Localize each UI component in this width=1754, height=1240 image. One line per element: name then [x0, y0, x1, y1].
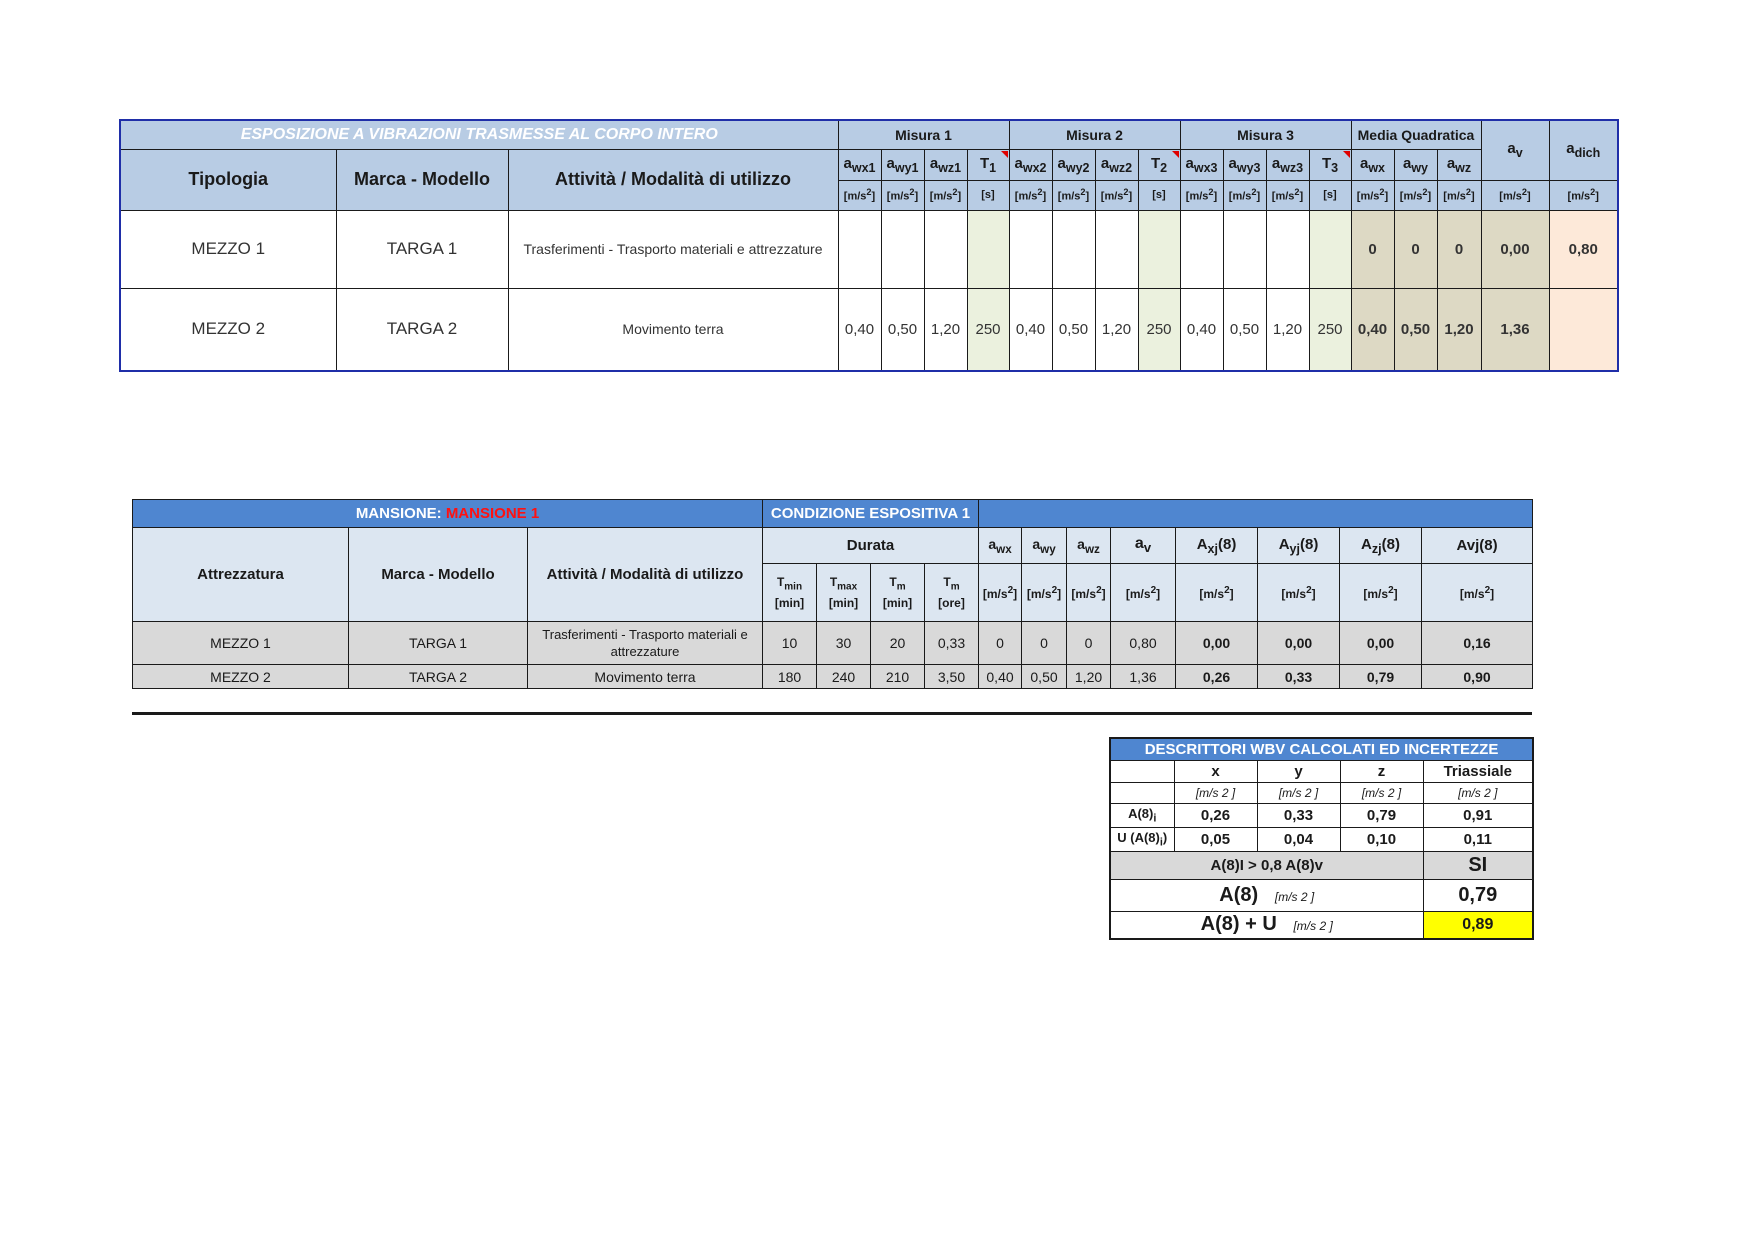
cell-awx: 0 — [979, 622, 1022, 665]
unit-cell: $[m/s^2]$ — [979, 564, 1022, 622]
unit-cell: $[m/s^2]$ — [1394, 180, 1437, 210]
cell-t2 — [1138, 210, 1180, 288]
unit-cell: $[m/s^2]$ — [1351, 180, 1394, 210]
group-header-misura-3: Misura 3 — [1180, 120, 1351, 149]
unit-ore: [ore] — [938, 596, 965, 611]
cell-awx3 — [1180, 210, 1223, 288]
cell-axj: 0,26 — [1176, 665, 1258, 689]
a8-label: A(8) — [1219, 883, 1259, 906]
cell-axj: 0,00 — [1176, 622, 1258, 665]
unit-cell: $[m/s^2]$ — [1095, 180, 1138, 210]
cell-awy2: 0,50 — [1052, 288, 1095, 371]
col-header-awy2: $a_{wy2}$ — [1052, 149, 1095, 180]
cell-tm-min: 210 — [871, 665, 925, 689]
col-header-awx1: $a_{wx1}$ — [838, 149, 881, 180]
cell-awy1: 0,50 — [881, 288, 924, 371]
cell-awz3 — [1266, 210, 1309, 288]
col-header-tipologia: Tipologia — [120, 149, 336, 210]
cell-marca: TARGA 1 — [349, 622, 528, 665]
unit-cell: [m/s 2 ] — [1340, 782, 1423, 803]
unit-cell: $[m/s^2]$ — [1067, 564, 1111, 622]
mansione-label: MANSIONE: — [355, 505, 446, 522]
unit-cell: [m/s 2 ] — [1423, 782, 1533, 803]
cell-awz3: 1,20 — [1266, 288, 1309, 371]
table-row — [133, 622, 1533, 665]
col-header-triassiale: Triassiale — [1423, 760, 1533, 782]
cell-attrezzatura: MEZZO 2 — [133, 665, 349, 689]
a8u-value: 0,89 — [1423, 911, 1533, 939]
cell-t1: 250 — [967, 288, 1009, 371]
group-header-media-quadratica: Media Quadratica — [1351, 120, 1481, 149]
mansione-exposure-table — [132, 499, 1533, 689]
unit-cell: [s] — [967, 180, 1009, 210]
col-header-awz2: $a_{wz2}$ — [1095, 149, 1138, 180]
cell-marca: TARGA 2 — [336, 288, 508, 371]
cell-azj: 0,00 — [1340, 622, 1422, 665]
blank-header — [979, 500, 1533, 528]
col-header-awz: $a_{wz}$ — [1067, 528, 1111, 564]
unit-min: [min] — [882, 596, 913, 611]
durata-tm-min: $T_m$ [min] — [871, 564, 925, 622]
col-header-awy3: $a_{wy3}$ — [1223, 149, 1266, 180]
unit-cell: $[m/s^2]$ — [1481, 180, 1549, 210]
col-header-awx3: $a_{wx3}$ — [1180, 149, 1223, 180]
col-header-attrezzatura: Attrezzatura — [133, 528, 349, 622]
cell-awx3: 0,40 — [1180, 288, 1223, 371]
col-header-awy: $a_{wy}$ — [1394, 149, 1437, 180]
col-header-t2: $T_2$ — [1138, 149, 1180, 180]
cell-awz1: 1,20 — [924, 288, 967, 371]
col-header-adich: $a_{dich}$ — [1549, 120, 1618, 180]
unit-cell: $[m/s^2]$ — [1223, 180, 1266, 210]
cell-av: 1,36 — [1111, 665, 1176, 689]
unit-cell: $[m/s^2]$ — [924, 180, 967, 210]
unit-cell: [s] — [1138, 180, 1180, 210]
unit-cell: $[m/s^2]$ — [838, 180, 881, 210]
cell-av: 0,00 — [1481, 210, 1549, 288]
col-header-av: $a_v$ — [1111, 528, 1176, 564]
unit-cell: $[m/s^2]$ — [1111, 564, 1176, 622]
unit-cell: $[m/s^2]$ — [1422, 564, 1533, 622]
col-header-t3: $T_3$ — [1309, 149, 1351, 180]
unit-cell: $[m/s^2]$ — [1258, 564, 1340, 622]
cell-tm-min: 20 — [871, 622, 925, 665]
durata-tm-ore: $T_m$ [ore] — [925, 564, 979, 622]
a8-label-cell — [1110, 879, 1423, 911]
table-row — [1110, 827, 1533, 851]
cell-tmin: 180 — [763, 665, 817, 689]
unit-cell: [m/s 2 ] — [1257, 782, 1340, 803]
col-header-y: y — [1257, 760, 1340, 782]
table-row — [120, 210, 1618, 288]
cell-av: 0,80 — [1111, 622, 1176, 665]
a8u-unit: [m/s 2 ] — [1293, 919, 1333, 934]
durata-tmin: $T_{min}$ [min] — [763, 564, 817, 622]
mansione-value: MANSIONE 1 — [445, 505, 540, 522]
col-header-awx: $a_{wx}$ — [1351, 149, 1394, 180]
cell-t3 — [1309, 210, 1351, 288]
cell-triassiale: 0,11 — [1423, 827, 1533, 851]
col-header-awx: $a_{wx}$ — [979, 528, 1022, 564]
cell-awz1 — [924, 210, 967, 288]
table1-title: ESPOSIZIONE A VIBRAZIONI TRASMESSE AL CORPO INTERO — [120, 120, 838, 149]
check-value: SI — [1423, 851, 1533, 879]
unit-cell: $[m/s^2]$ — [1180, 180, 1223, 210]
cell-awy3: 0,50 — [1223, 288, 1266, 371]
col-header-marca-modello: Marca - Modello — [349, 528, 528, 622]
cell-awy2 — [1052, 210, 1095, 288]
cell-marca: TARGA 1 — [336, 210, 508, 288]
table-row — [133, 665, 1533, 689]
cell-attrezzatura: MEZZO 1 — [133, 622, 349, 665]
cell-awy: 0,50 — [1394, 288, 1437, 371]
cell-adich — [1549, 288, 1618, 371]
table3-title: DESCRITTORI WBV CALCOLATI ED INCERTEZZE — [1110, 738, 1533, 760]
cell-ayj: 0,33 — [1258, 665, 1340, 689]
unit-cell: $[m/s^2]$ — [1437, 180, 1481, 210]
row-label-a8i: $A(8)_i$ — [1110, 803, 1174, 827]
unit-cell: [m/s 2 ] — [1174, 782, 1257, 803]
col-header-t1: $T_1$ — [967, 149, 1009, 180]
unit-cell: $[m/s^2]$ — [881, 180, 924, 210]
col-header-av: $a_v$ — [1481, 120, 1549, 180]
col-header-awz1: $a_{wz1}$ — [924, 149, 967, 180]
col-header-attivita: Attività / Modalità di utilizzo — [528, 528, 763, 622]
cell-awx: 0 — [1351, 210, 1394, 288]
mansione-header — [133, 500, 763, 528]
table-row — [120, 288, 1618, 371]
cell-awz2: 1,20 — [1095, 288, 1138, 371]
cell-awz: 0 — [1067, 622, 1111, 665]
cell-triassiale: 0,91 — [1423, 803, 1533, 827]
cell-tipologia: MEZZO 1 — [120, 210, 336, 288]
group-header-misura-2: Misura 2 — [1009, 120, 1180, 149]
unit-min: [min] — [828, 596, 859, 611]
cell-tmax: 30 — [817, 622, 871, 665]
col-header-durata: Durata — [763, 528, 979, 564]
cell-attivita: Movimento terra — [508, 288, 838, 371]
row-label-u-a8i: U $(A(8)_i)$ — [1110, 827, 1174, 851]
unit-cell: $[m/s^2]$ — [1009, 180, 1052, 210]
cell-awx1 — [838, 210, 881, 288]
cell-avj: 0,90 — [1422, 665, 1533, 689]
col-header-avj: Avj(8) — [1422, 528, 1533, 564]
cell-awx1: 0,40 — [838, 288, 881, 371]
col-header-azj: $A_{zj}(8)$ — [1340, 528, 1422, 564]
a8u-label-cell — [1110, 911, 1423, 939]
cell-awz: 1,20 — [1067, 665, 1111, 689]
col-header-marca-modello: Marca - Modello — [336, 149, 508, 210]
unit-cell: $[m/s^2]$ — [1266, 180, 1309, 210]
cell-azj: 0,79 — [1340, 665, 1422, 689]
col-header-axj: $A_{xj}(8)$ — [1176, 528, 1258, 564]
cell-tipologia: MEZZO 2 — [120, 288, 336, 371]
cell-awz: 0 — [1437, 210, 1481, 288]
cell-tm-ore: 3,50 — [925, 665, 979, 689]
cell-x: 0,26 — [1174, 803, 1257, 827]
cell-ayj: 0,00 — [1258, 622, 1340, 665]
check-label: A(8)I > 0,8 A(8)v — [1110, 851, 1423, 879]
cell-awy: 0 — [1022, 622, 1067, 665]
durata-tmax: $T_{max}$ [min] — [817, 564, 871, 622]
col-header-awz3: $a_{wz3}$ — [1266, 149, 1309, 180]
cell-t1 — [967, 210, 1009, 288]
cell-tm-ore: 0,33 — [925, 622, 979, 665]
cell-tmin: 10 — [763, 622, 817, 665]
vibration-exposure-table — [119, 119, 1619, 372]
cell-avj: 0,16 — [1422, 622, 1533, 665]
cell-awy3 — [1223, 210, 1266, 288]
cell-attivita: Trasferimenti - Trasporto materiali e attrezzature — [508, 210, 838, 288]
col-header-awz: $a_{wz}$ — [1437, 149, 1481, 180]
a8-value: 0,79 — [1423, 879, 1533, 911]
cell-z: 0,79 — [1340, 803, 1423, 827]
col-header-awy1: $a_{wy1}$ — [881, 149, 924, 180]
col-header-x: x — [1174, 760, 1257, 782]
cell-awx: 0,40 — [1351, 288, 1394, 371]
blank-cell — [1110, 782, 1174, 803]
cell-x: 0,05 — [1174, 827, 1257, 851]
unit-cell: $[m/s^2]$ — [1176, 564, 1258, 622]
a8-unit: [m/s 2 ] — [1274, 889, 1315, 904]
section-divider — [132, 712, 1532, 715]
col-header-z: z — [1340, 760, 1423, 782]
col-header-ayj: $A_{yj}(8)$ — [1258, 528, 1340, 564]
cell-awy1 — [881, 210, 924, 288]
cell-av: 1,36 — [1481, 288, 1549, 371]
cell-tmax: 240 — [817, 665, 871, 689]
unit-cell: [s] — [1309, 180, 1351, 210]
cell-t3: 250 — [1309, 288, 1351, 371]
cell-awy: 0 — [1394, 210, 1437, 288]
cell-t2: 250 — [1138, 288, 1180, 371]
cell-z: 0,10 — [1340, 827, 1423, 851]
col-header-awy: $a_{wy}$ — [1022, 528, 1067, 564]
unit-cell: $[m/s^2]$ — [1052, 180, 1095, 210]
cell-attivita: Movimento terra — [528, 665, 763, 689]
cell-awx2: 0,40 — [1009, 288, 1052, 371]
cell-attivita: Trasferimenti - Trasporto materiali e attrezzature — [528, 622, 763, 665]
condizione-header: CONDIZIONE ESPOSITIVA 1 — [763, 500, 979, 528]
cell-awx2 — [1009, 210, 1052, 288]
col-header-awx2: $a_{wx2}$ — [1009, 149, 1052, 180]
cell-y: 0,04 — [1257, 827, 1340, 851]
cell-adich: 0,80 — [1549, 210, 1618, 288]
cell-awz2 — [1095, 210, 1138, 288]
a8u-label: A(8) + U — [1200, 913, 1277, 936]
unit-min: [min] — [774, 596, 805, 611]
wbv-descriptors-table — [1109, 737, 1534, 940]
table-row — [1110, 803, 1533, 827]
cell-awy: 0,50 — [1022, 665, 1067, 689]
cell-y: 0,33 — [1257, 803, 1340, 827]
cell-awz: 1,20 — [1437, 288, 1481, 371]
unit-cell: $[m/s^2]$ — [1549, 180, 1618, 210]
col-header-attivita: Attività / Modalità di utilizzo — [508, 149, 838, 210]
group-header-misura-1: Misura 1 — [838, 120, 1009, 149]
cell-marca: TARGA 2 — [349, 665, 528, 689]
unit-cell: $[m/s^2]$ — [1340, 564, 1422, 622]
blank-cell — [1110, 760, 1174, 782]
cell-awx: 0,40 — [979, 665, 1022, 689]
unit-cell: $[m/s^2]$ — [1022, 564, 1067, 622]
